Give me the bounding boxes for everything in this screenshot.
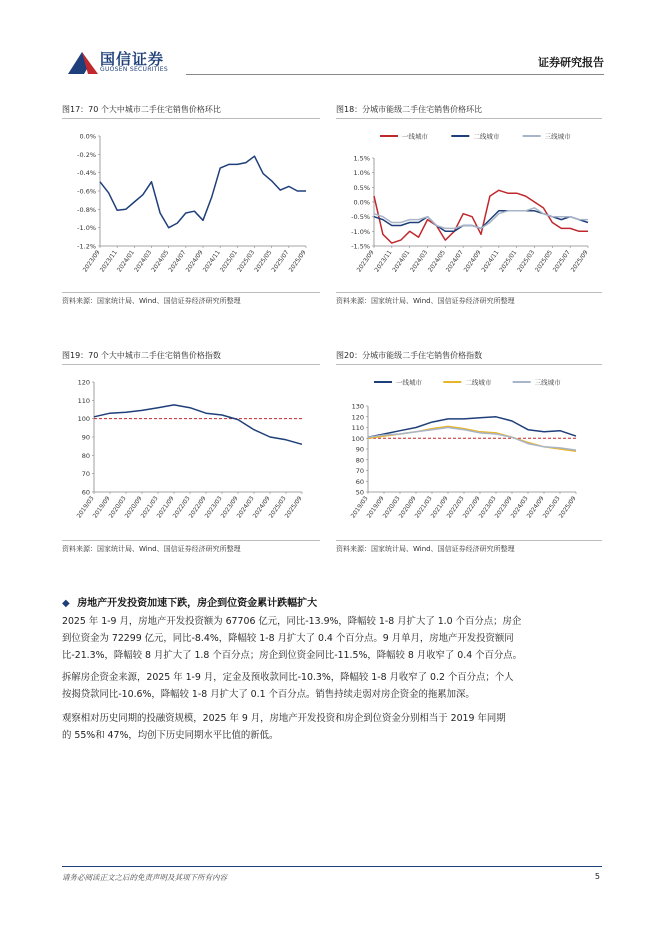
fig20-x-tick-label: 2024/09 [525, 495, 546, 520]
fig18-x-tick-label: 2024/01 [391, 249, 412, 274]
fig20-x-tick-label: 2020/09 [397, 495, 418, 520]
section-heading-text: 房地产开发投资加速下跌，房企到位资金累计跌幅扩大 [77, 598, 318, 609]
fig18-legend-label: 二线城市 [473, 132, 500, 141]
fig19-source: 资料来源：国家统计局、Wind、国信证券经济研究所整理 [62, 545, 241, 553]
fig20-title: 图20：分城市能级二手住宅销售价格指数 [336, 351, 483, 360]
fig17-x-tick-label: 2024/03 [133, 249, 154, 274]
fig17-x-tick-label: 2025/09 [287, 249, 308, 274]
fig18-x-tick-label: 2023/09 [355, 249, 376, 274]
brand-name-en: GUOSEN SECURITIES [100, 66, 169, 73]
fig18-x-tick-label: 2025/03 [516, 249, 537, 274]
fig18-y-tick-label: 1.0% [353, 169, 370, 178]
fig19-top-rule [62, 364, 320, 365]
fig20-x-tick-label: 2025/09 [557, 495, 578, 520]
fig18-x-tick-label: 2025/01 [498, 249, 519, 274]
fig20-legend-label: 一线城市 [396, 378, 422, 387]
fig17-x-tick-label: 2024/05 [150, 249, 171, 274]
fig20-x-tick-label: 2020/03 [381, 495, 402, 520]
fig17-x-tick-label: 2025/05 [253, 249, 274, 274]
fig19-chart [62, 368, 320, 536]
fig20-x-tick-label: 2022/09 [461, 495, 482, 520]
fig18-y-tick-label: 1.5% [353, 154, 370, 163]
fig20-x-tick-label: 2025/03 [541, 495, 562, 520]
fig19-y-tick-label: 90 [81, 433, 90, 442]
fig19-y-tick-label: 80 [81, 451, 90, 460]
fig19-x-tick-label: 2024/03 [235, 495, 256, 520]
fig19-source-rule [62, 540, 320, 541]
diamond-bullet-icon: ◆ [62, 598, 70, 609]
fig17-source: 资料来源：国家统计局、Wind、国信证券经济研究所整理 [62, 297, 241, 305]
fig18-x-tick-label: 2024/03 [409, 249, 430, 274]
paragraph-line: 2025 年 1-9 月，房地产开发投资额为 67706 亿元，同比-13.9%，降幅较 1-8 月扩大了 1.0 个百分点；房企 [62, 616, 522, 627]
fig18-y-tick-label: -1.5% [351, 242, 370, 251]
fig17-x-tick-label: 2023/11 [98, 249, 119, 274]
fig18-chart [336, 122, 602, 290]
fig19-x-tick-label: 2021/09 [155, 495, 176, 520]
paragraph-line: 拆解房企资金来源，2025 年 1-9 月，定金及预收款同比-10.3%，降幅较 1-8 月收窄了 0.2 个百分点；个人 [62, 672, 514, 683]
fig18-x-tick-label: 2024/09 [462, 249, 483, 274]
fig20-y-tick-label: 110 [351, 424, 364, 432]
fig18-source: 资料来源：国家统计局、Wind、国信证券经济研究所整理 [336, 297, 515, 305]
fig20-source-rule [336, 540, 602, 541]
brand-logo-icon [64, 44, 104, 80]
fig20-top-rule [336, 364, 602, 365]
fig17-x-tick-label: 2024/07 [167, 249, 188, 274]
paragraph-line: 按揭贷款同比-10.6%，降幅较 1-8 月扩大了 0.1 个百分点。销售持续走弱对房企资金的拖累加深。 [62, 689, 475, 700]
fig20-legend-label: 二线城市 [465, 378, 492, 387]
fig17-top-rule [62, 118, 320, 119]
fig18-x-tick-label: 2025/05 [533, 249, 554, 274]
fig17-y-tick-label: 0.0% [79, 132, 96, 141]
fig19-x-tick-label: 2019/09 [91, 495, 112, 520]
page-number: 5 [594, 872, 600, 881]
fig19-x-tick-label: 2022/03 [171, 495, 192, 520]
fig19-x-tick-label: 2019/03 [75, 495, 96, 520]
fig18-source-rule [336, 292, 602, 293]
fig18-x-tick-label: 2024/11 [480, 249, 501, 274]
fig19-y-tick-label: 120 [77, 378, 90, 387]
paragraph-line: 比-21.3%，降幅较 8 月扩大了 1.8 个百分点；房企到位资金同比-11.5%，降幅较 8 月收窄了 0.4 个百分点。 [62, 650, 523, 661]
fig20-x-tick-label: 2023/03 [477, 495, 498, 520]
section-heading [62, 594, 317, 609]
fig19-y-tick-label: 110 [77, 396, 90, 405]
fig19-x-tick-label: 2020/03 [107, 495, 128, 520]
fig18-y-tick-label: -1.0% [351, 227, 370, 236]
fig19-x-tick-label: 2025/09 [283, 495, 304, 520]
fig20-y-tick-label: 70 [355, 467, 364, 475]
fig19-x-tick-label: 2023/09 [219, 495, 240, 520]
fig19-x-tick-label: 2025/03 [267, 495, 288, 520]
fig18-title: 图18：分城市能级二手住宅销售价格环比 [336, 105, 483, 114]
brand-name: 国信证券 [100, 50, 165, 68]
fig19-y-tick-label: 70 [81, 470, 90, 479]
paragraph-1 [62, 613, 602, 664]
fig18-top-rule [336, 118, 602, 119]
fig19-y-tick-label: 60 [81, 488, 90, 497]
fig17-title: 图17：70 个大中城市二手住宅销售价格环比 [62, 105, 221, 114]
fig20-x-tick-label: 2019/03 [349, 495, 370, 520]
fig19-x-tick-label: 2021/03 [139, 495, 160, 520]
fig18-y-tick-label: 0.0% [353, 198, 370, 207]
fig20-legend-label: 三线城市 [534, 378, 561, 387]
fig19-x-tick-label: 2022/09 [187, 495, 208, 520]
footer-rule [62, 866, 602, 867]
fig19-title: 图19：70 个大中城市二手住宅销售价格指数 [62, 351, 221, 360]
fig20-y-tick-label: 120 [351, 413, 364, 422]
fig18-legend-label: 一线城市 [402, 132, 428, 141]
fig19-x-tick-label: 2024/09 [251, 495, 272, 520]
fig17-y-tick-label: -0.4% [77, 169, 96, 178]
fig17-series-line [100, 156, 306, 228]
fig18-y-tick-label: -0.5% [351, 213, 370, 222]
fig17-x-tick-label: 2025/03 [236, 249, 257, 274]
paragraph-line: 观察相对历史同期的投融资规模，2025 年 9 月，房地产开发投资和房企到位资金分别相当于 2019 年同期 [62, 713, 506, 724]
fig17-x-tick-label: 2024/01 [115, 249, 136, 274]
fig20-x-tick-label: 2022/03 [445, 495, 466, 520]
fig20-y-tick-label: 130 [351, 402, 364, 411]
fig19-series-line [94, 405, 302, 444]
fig19-x-tick-label: 2023/03 [203, 495, 224, 520]
fig17-source-rule [62, 292, 320, 293]
fig17-x-tick-label: 2023/09 [81, 249, 102, 274]
paragraph-3 [62, 710, 602, 744]
paragraph-line: 到位资金为 72299 亿元，同比-8.4%，降幅较 1-8 月扩大了 0.4 个百分点。9 月单月，房地产开发投资额同 [62, 633, 514, 644]
fig18-x-tick-label: 2025/07 [551, 249, 572, 274]
fig20-x-tick-label: 2023/09 [493, 495, 514, 520]
fig20-y-tick-label: 50 [355, 488, 364, 497]
fig18-x-tick-label: 2023/11 [373, 249, 394, 274]
fig20-y-tick-label: 100 [351, 434, 364, 443]
fig17-y-tick-label: -1.2% [77, 242, 96, 251]
fig17-chart [62, 122, 320, 290]
footer-disclaimer: 请务必阅读正文之后的免责声明及其项下所有内容 [62, 873, 227, 882]
fig17-y-tick-label: -0.6% [77, 187, 96, 196]
fig20-x-tick-label: 2019/09 [365, 495, 386, 520]
fig19-y-tick-label: 100 [77, 415, 90, 424]
fig17-y-tick-label: -0.8% [77, 205, 96, 214]
report-type: 证券研究报告 [538, 56, 604, 69]
fig20-chart [336, 368, 602, 536]
fig20-x-tick-label: 2024/03 [509, 495, 530, 520]
fig18-legend-label: 三线城市 [544, 132, 571, 141]
paragraph-2 [62, 669, 602, 703]
fig20-y-tick-label: 60 [355, 477, 364, 486]
fig18-x-tick-label: 2024/05 [426, 249, 447, 274]
fig18-x-tick-label: 2024/07 [444, 249, 465, 274]
header-rule [186, 74, 604, 75]
paragraph-line: 的 55%和 47%，均创下历史同期水平比值的新低。 [62, 730, 279, 741]
fig17-x-tick-label: 2025/07 [270, 249, 291, 274]
fig17-x-tick-label: 2024/09 [184, 249, 205, 274]
fig17-y-tick-label: -1.0% [77, 224, 96, 233]
fig20-x-tick-label: 2021/03 [413, 495, 434, 520]
fig20-x-tick-label: 2021/09 [429, 495, 450, 520]
fig18-x-tick-label: 2025/09 [569, 249, 590, 274]
fig17-x-tick-label: 2025/01 [218, 249, 239, 274]
fig20-y-tick-label: 90 [355, 445, 364, 454]
fig20-y-tick-label: 80 [355, 456, 364, 465]
fig18-y-tick-label: 0.5% [353, 183, 370, 192]
fig19-x-tick-label: 2020/09 [123, 495, 144, 520]
fig20-source: 资料来源：国家统计局、Wind、国信证券经济研究所整理 [336, 545, 515, 553]
fig17-y-tick-label: -0.2% [77, 150, 96, 159]
fig17-x-tick-label: 2024/11 [201, 249, 222, 274]
